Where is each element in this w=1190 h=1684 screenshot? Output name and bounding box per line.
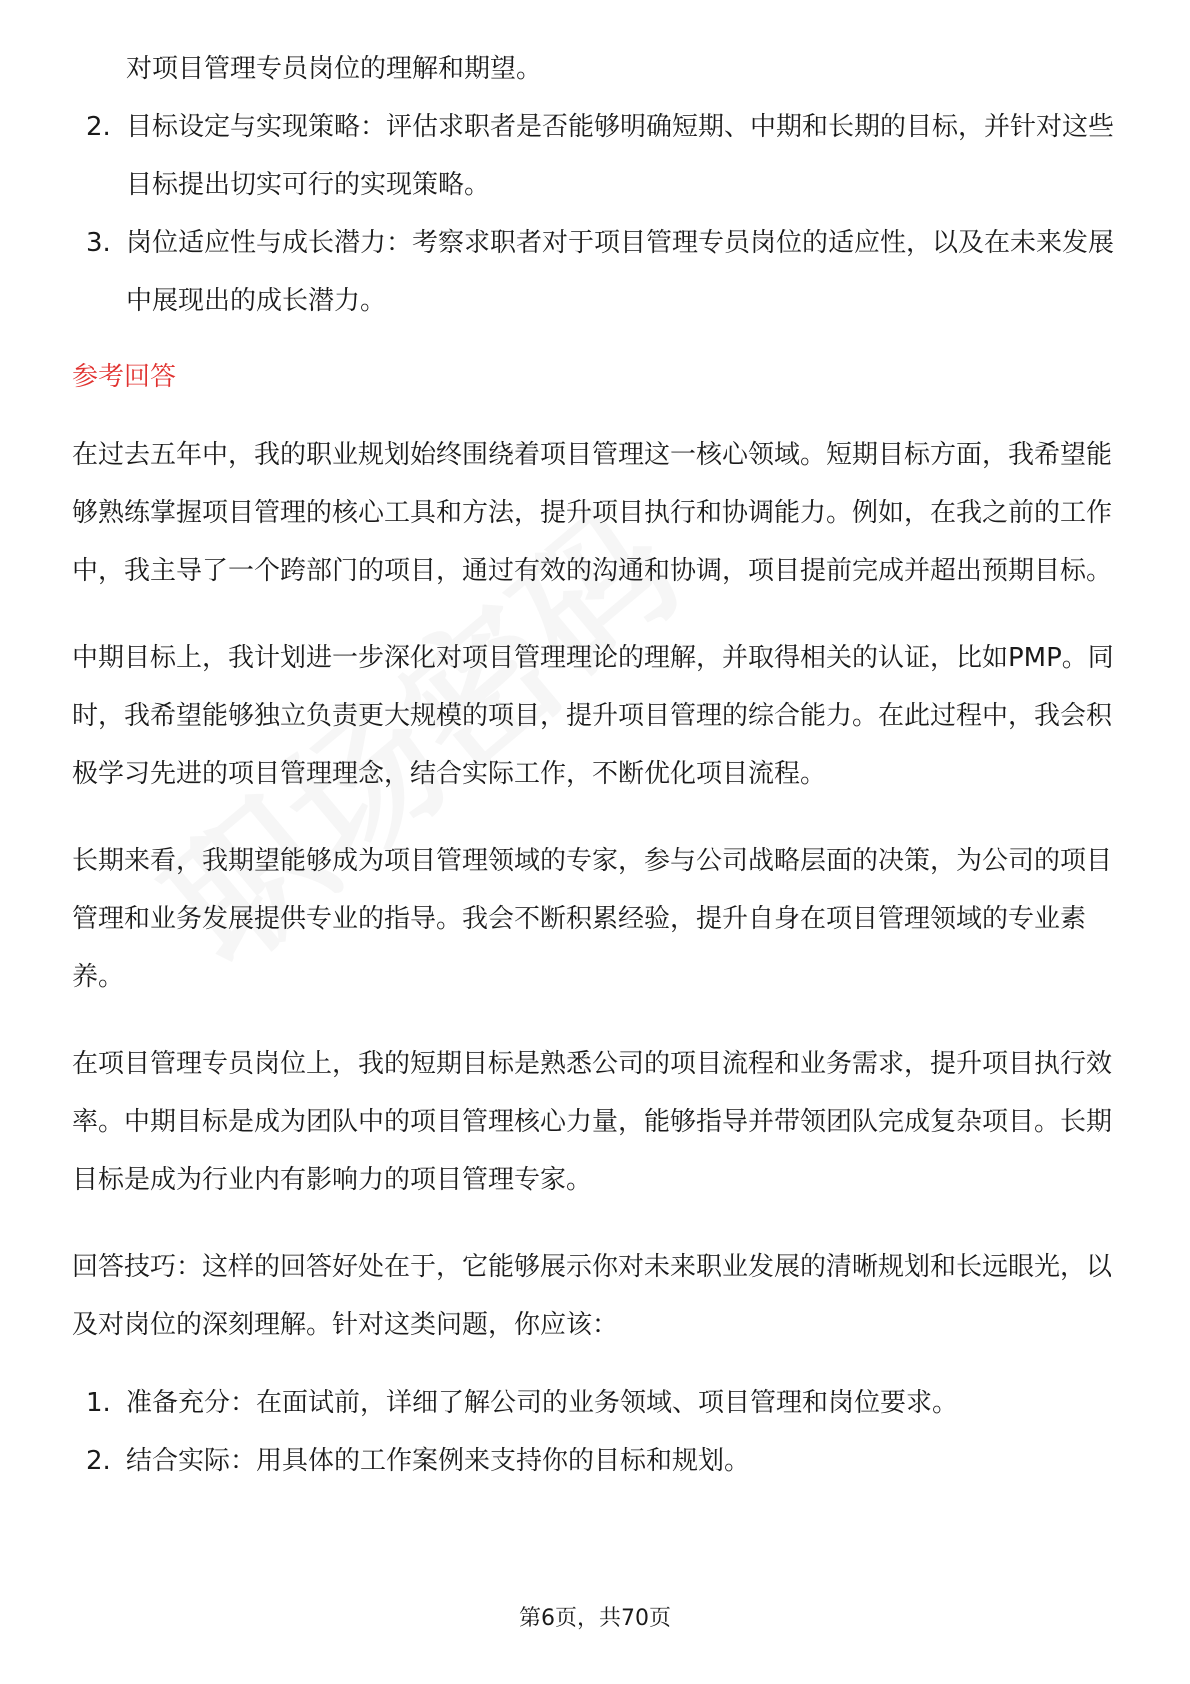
list-item [72,214,1120,330]
tips-list [72,1374,1120,1490]
list-item [72,1432,1120,1490]
list-item-number: 3. [86,228,111,258]
answer-paragraph: 长期来看，我期望能够成为项目管理领域的专家，参与公司战略层面的决策，为公司的项目管理和业务发展提供专业的指导。我会不断积累经验，提升自身在项目管理领域的专业素养。 [72,846,1113,992]
list-item-number: 2. [86,112,111,142]
page-content [72,40,1120,1490]
page-footer [0,1604,1190,1634]
list-item-text: 准备充分：在面试前，详细了解公司的业务领域、项目管理和岗位要求。 [126,1388,959,1418]
list-item-continuation: 对项目管理专员岗位的理解和期望。 [126,54,543,84]
answer-paragraph: 在过去五年中，我的职业规划始终围绕着项目管理这一核心领域。短期目标方面，我希望能够熟练掌握项目管理的核心工具和方法，提升项目执行和协调能力。例如，在我之前的工作中，我主导了一个跨部门的项目，通过有效的沟通和协调，项目提前完成并超出预期目标。 [72,440,1113,586]
list-item-text: 目标设定与实现策略：评估求职者是否能够明确短期、中期和长期的目标，并针对这些目标提出切实可行的实现策略。 [126,112,1115,200]
answer-paragraph: 中期目标上，我计划进一步深化对项目管理理论的理解，并取得相关的认证，比如PMP。同时，我希望能够独立负责更大规模的项目，提升项目管理的综合能力。在此过程中，我会积极学习先进的项目管理理念，结合实际工作，不断优化项目流程。 [72,643,1114,789]
list-item-number: 2. [86,1446,111,1476]
section-heading: 参考回答 [72,362,177,392]
tips-paragraph: 回答技巧：这样的回答好处在于，它能够展示你对未来职业发展的清晰规划和长远眼光，以及对岗位的深刻理解。针对这类问题，你应该： [72,1252,1113,1340]
list-item [72,1374,1120,1432]
answer-paragraph: 在项目管理专员岗位上，我的短期目标是熟悉公司的项目流程和业务需求，提升项目执行效率。中期目标是成为团队中的项目管理核心力量，能够指导并带领团队完成复杂项目。长期目标是成为行业内有影响力的项目管理专家。 [72,1049,1113,1195]
evaluation-points-list [72,98,1120,330]
list-item [72,98,1120,214]
list-item-number: 1. [86,1388,111,1418]
list-item-text: 岗位适应性与成长潜力：考察求职者对于项目管理专员岗位的适应性，以及在未来发展中展现出的成长潜力。 [126,228,1115,316]
page-number-label: 第6页，共70页 [519,1606,671,1631]
list-item-text: 结合实际：用具体的工作案例来支持你的目标和规划。 [126,1446,751,1476]
